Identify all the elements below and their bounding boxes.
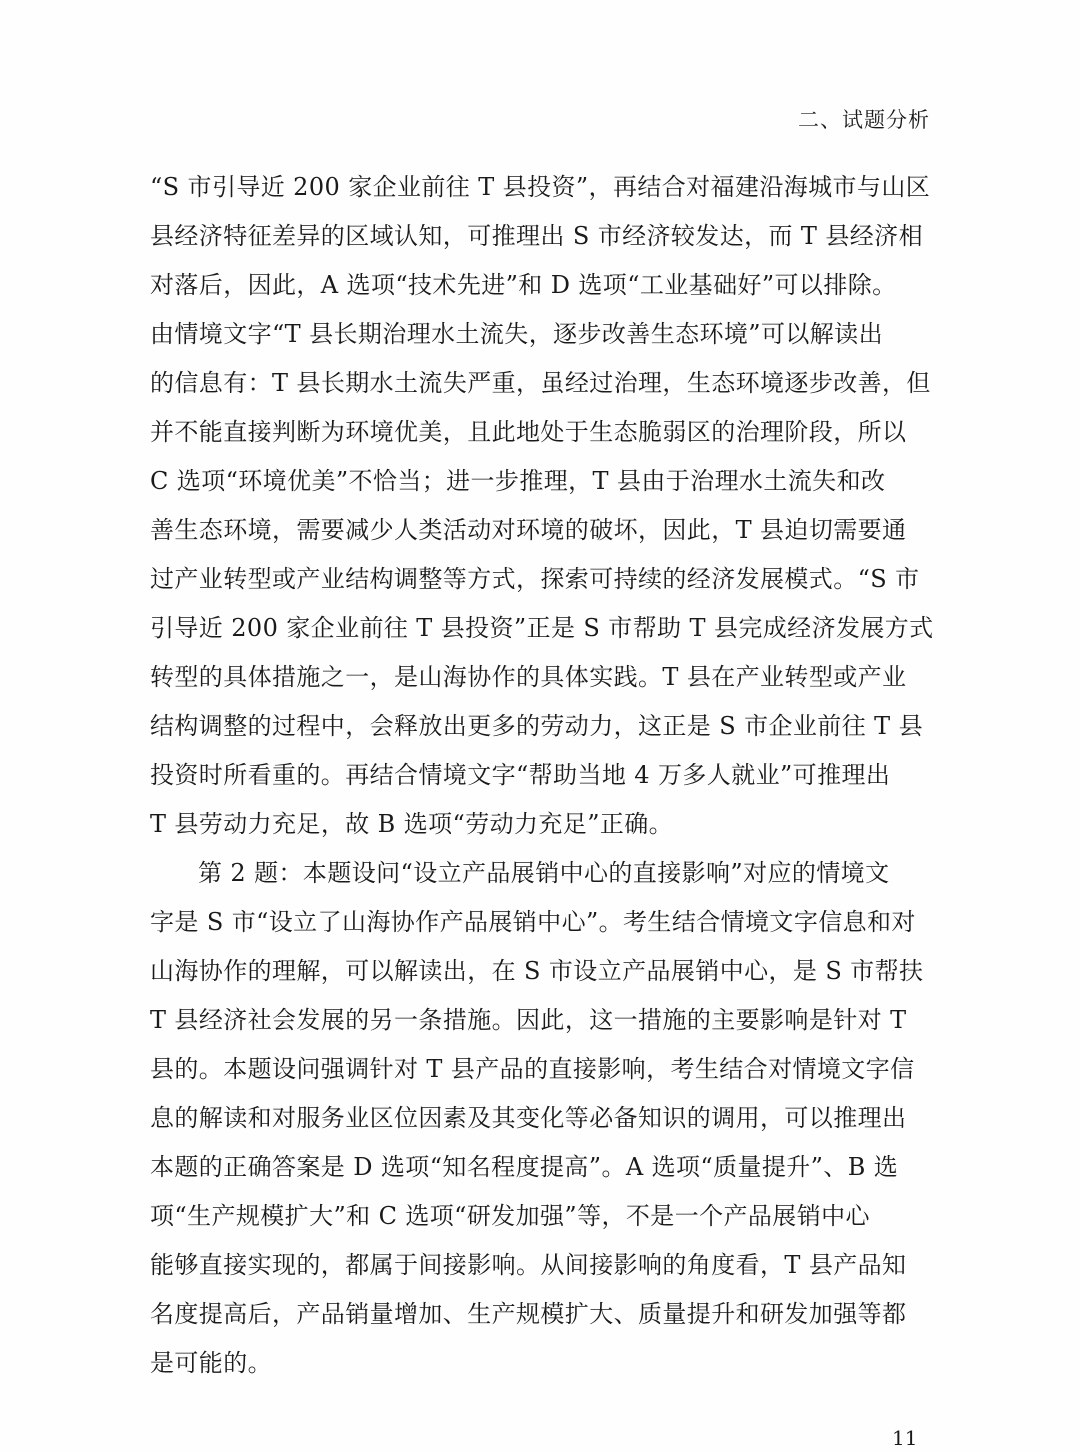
- text-line: 的信息有：T 县长期水土流失严重，虽经过治理，生态环境逐步改善，但: [150, 369, 931, 397]
- text-line: 山海协作的理解，可以解读出，在 S 市设立产品展销中心，是 S 市帮扶: [150, 957, 924, 985]
- text-line: T 县经济社会发展的另一条措施。因此，这一措施的主要影响是针对 T: [150, 1006, 907, 1034]
- paragraph-start-line: 第 2 题：本题设问“设立产品展销中心的直接影响”对应的情境文: [198, 859, 890, 887]
- text-line: 本题的正确答案是 D 选项“知名程度提高”。A 选项“质量提升”、B 选: [150, 1153, 899, 1181]
- text-line: 能够直接实现的，都属于间接影响。从间接影响的角度看，T 县产品知: [150, 1251, 907, 1279]
- text-line: “S 市引导近 200 家企业前往 T 县投资”，再结合对福建沿海城市与山区: [150, 173, 931, 201]
- text-line: 引导近 200 家企业前往 T 县投资”正是 S 市帮助 T 县完成经济发展方式: [150, 614, 934, 642]
- text-line: 字是 S 市“设立了山海协作产品展销中心”。考生结合情境文字信息和对: [150, 908, 916, 936]
- text-line: 名度提高后，产品销量增加、生产规模扩大、质量提升和研发加强等都: [150, 1300, 907, 1328]
- text-line: 息的解读和对服务业区位因素及其变化等必备知识的调用，可以推理出: [150, 1104, 907, 1132]
- text-line: 投资时所看重的。再结合情境文字“帮助当地 4 万多人就业”可推理出: [150, 761, 891, 789]
- body-text: [150, 163, 932, 1388]
- text-line: 是可能的。: [150, 1349, 272, 1377]
- text-line: 项“生产规模扩大”和 C 选项“研发加强”等，不是一个产品展销中心: [150, 1202, 870, 1230]
- text-line: C 选项“环境优美”不恰当；进一步推理，T 县由于治理水土流失和改: [150, 467, 886, 495]
- text-line: 县的。本题设问强调针对 T 县产品的直接影响，考生结合对情境文字信: [150, 1055, 915, 1083]
- text-line: 由情境文字“T 县长期治理水土流失，逐步改善生态环境”可以解读出: [150, 320, 883, 348]
- text-line: 转型的具体措施之一，是山海协作的具体实践。T 县在产业转型或产业: [150, 663, 907, 691]
- text-line: 过产业转型或产业结构调整等方式，探索可持续的经济发展模式。“S 市: [150, 565, 920, 593]
- text-line: 并不能直接判断为环境优美，且此地处于生态脆弱区的治理阶段，所以: [150, 418, 907, 446]
- page-number: 11: [892, 1426, 918, 1450]
- text-line: 善生态环境，需要减少人类活动对环境的破坏，因此，T 县迫切需要通: [150, 516, 907, 544]
- running-header: 二、试题分析: [798, 108, 930, 132]
- text-line: T 县劳动力充足，故 B 选项“劳动力充足”正确。: [150, 810, 674, 838]
- text-line: 县经济特征差异的区域认知，可推理出 S 市经济较发达，而 T 县经济相: [150, 222, 923, 250]
- text-line: 结构调整的过程中，会释放出更多的劳动力，这正是 S 市企业前往 T 县: [150, 712, 923, 740]
- text-line: 对落后，因此，A 选项“技术先进”和 D 选项“工业基础好”可以排除。: [150, 271, 897, 299]
